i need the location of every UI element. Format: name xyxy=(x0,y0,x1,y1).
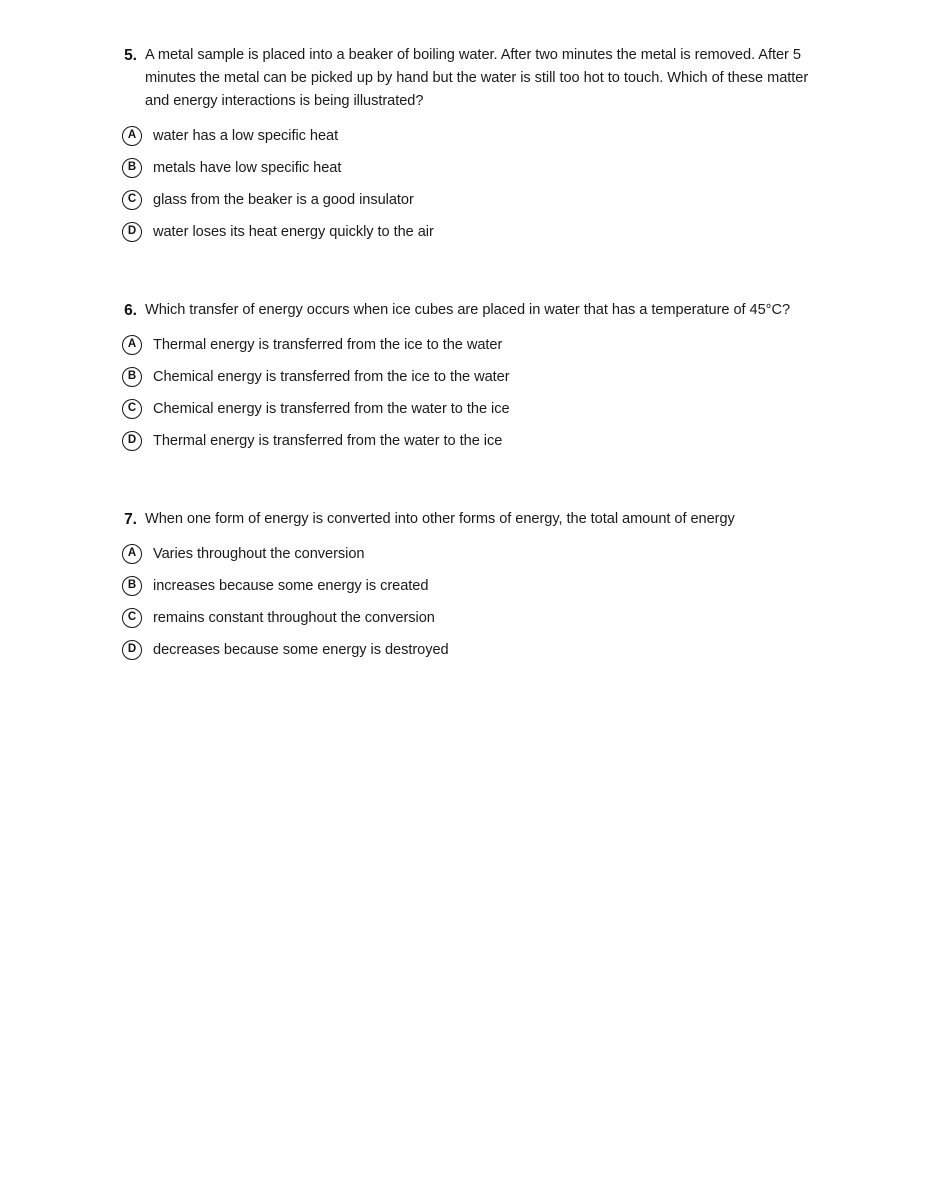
option-row[interactable] xyxy=(118,543,848,566)
question-stem-row xyxy=(118,299,848,322)
option-row[interactable] xyxy=(118,189,848,212)
option-bubble-b[interactable] xyxy=(118,366,153,389)
option-row[interactable] xyxy=(118,125,848,148)
option-letter-circle-icon: C xyxy=(122,608,142,628)
option-text: metals have low specific heat xyxy=(153,160,342,176)
option-row[interactable] xyxy=(118,334,848,357)
option-bubble-c[interactable] xyxy=(118,607,153,630)
option-bubble-c[interactable] xyxy=(118,398,153,421)
question-number: 5. xyxy=(124,47,137,64)
option-letter-circle-icon: A xyxy=(122,126,142,146)
question-list xyxy=(118,44,848,662)
option-letter-circle-icon: C xyxy=(122,399,142,419)
option-letter-circle-icon: D xyxy=(122,222,142,242)
option-letter-circle-icon: A xyxy=(122,544,142,564)
option-text: glass from the beaker is a good insulator xyxy=(153,192,414,208)
question-stem-row xyxy=(118,44,848,113)
option-text: Chemical energy is transferred from the water to the ice xyxy=(153,401,510,417)
option-row[interactable] xyxy=(118,221,848,244)
question-stem-text: A metal sample is placed into a beaker of boiling water. After two minutes the metal is removed. After 5 minutes the metal can be picked up by hand but the water is still too hot to touch. Which of these matter and energy interactions is being illustrated? xyxy=(145,47,809,109)
option-row[interactable] xyxy=(118,639,848,662)
option-bubble-a[interactable] xyxy=(118,125,153,148)
option-row[interactable] xyxy=(118,607,848,630)
option-row[interactable] xyxy=(118,575,848,598)
option-letter-circle-icon: C xyxy=(122,190,142,210)
option-text: Thermal energy is transferred from the water to the ice xyxy=(153,433,503,449)
option-text: Thermal energy is transferred from the ice to the water xyxy=(153,337,503,353)
option-text: remains constant throughout the conversion xyxy=(153,610,435,626)
option-letter-circle-icon: B xyxy=(122,576,142,596)
option-row[interactable] xyxy=(118,157,848,180)
question-stem-text: Which transfer of energy occurs when ice cubes are placed in water that has a temperature of 45°C? xyxy=(145,302,791,318)
option-letter-circle-icon: B xyxy=(122,367,142,387)
question-number: 7. xyxy=(124,511,137,528)
question-block-6 xyxy=(118,299,848,453)
option-text: increases because some energy is created xyxy=(153,578,429,594)
option-letter-circle-icon: D xyxy=(122,640,142,660)
option-letter-circle-icon: D xyxy=(122,431,142,451)
option-bubble-a[interactable] xyxy=(118,334,153,357)
option-letter-circle-icon: B xyxy=(122,158,142,178)
question-number: 6. xyxy=(124,302,137,319)
option-bubble-b[interactable] xyxy=(118,575,153,598)
option-text: water has a low specific heat xyxy=(153,128,339,144)
option-bubble-a[interactable] xyxy=(118,543,153,566)
option-text: Chemical energy is transferred from the ice to the water xyxy=(153,369,510,385)
option-bubble-d[interactable] xyxy=(118,430,153,453)
question-block-5 xyxy=(118,44,848,244)
option-text: decreases because some energy is destroyed xyxy=(153,642,449,658)
option-bubble-b[interactable] xyxy=(118,157,153,180)
option-row[interactable] xyxy=(118,366,848,389)
option-text: Varies throughout the conversion xyxy=(153,546,365,562)
question-stem-text: When one form of energy is converted into other forms of energy, the total amount of energy xyxy=(145,511,735,527)
option-bubble-d[interactable] xyxy=(118,639,153,662)
option-text: water loses its heat energy quickly to the air xyxy=(153,224,434,240)
option-bubble-c[interactable] xyxy=(118,189,153,212)
option-row[interactable] xyxy=(118,398,848,421)
question-block-7 xyxy=(118,508,848,662)
option-row[interactable] xyxy=(118,430,848,453)
question-stem-row xyxy=(118,508,848,531)
option-bubble-d[interactable] xyxy=(118,221,153,244)
option-letter-circle-icon: A xyxy=(122,335,142,355)
